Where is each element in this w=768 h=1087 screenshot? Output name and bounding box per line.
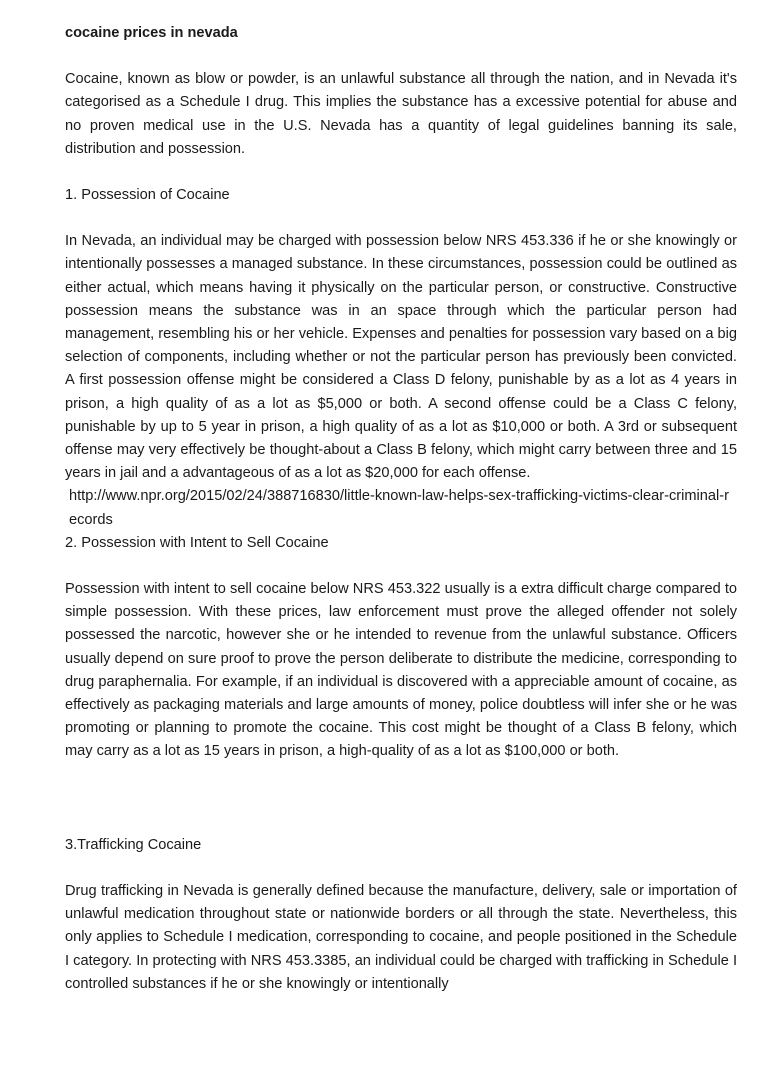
section3-paragraph: Drug trafficking in Nevada is generally defined because the manufacture, delivery, sale or importation of unlawful medication throughout state or nationwide borders or all through the state. Nevertheless, this only applies to Schedule I medication, corresponding to cocaine, and people positioned in the Schedule I category. In protecting with NRS 453.3385, an individual could be charged with trafficking in Schedule I controlled substances if he or she knowingly or intentionally	[65, 882, 737, 992]
document-page	[65, 22, 737, 996]
spacer	[65, 207, 737, 230]
reference-link[interactable]: http://www.npr.org/2015/02/24/388716830/little-known-law-helps-sex-trafficking-victims-clear-criminal-records	[69, 488, 729, 528]
spacer	[65, 161, 737, 184]
spacer	[65, 764, 737, 834]
section1-heading: 1. Possession of Cocaine	[65, 187, 230, 204]
document-title: cocaine prices in nevada	[65, 25, 238, 41]
section1-paragraph: In Nevada, an individual may be charged with possession below NRS 453.336 if he or she knowingly or intentionally possesses a managed substance. In these circumstances, possession could be outlined as either actual, which means having it physically on the particular person, or constructive. Constructive possession means the substance was in an space through which the particular person had management, resembling his or her vehicle. Expenses and penalties for possession vary based on a big selection of components, including whether or not the particular person has previously been convicted. A first possession offense might be considered a Class D felony, punishable by as a lot as 4 years in prison, a high quality of as a lot as $5,000 or both. A second offense could be a Class C felony, punishable by up to 5 year in prison, a high quality of as a lot as $10,000 or both. A 3rd or subsequent offense may very effectively be thought-about a Class B felony, which might carry between three and 15 years in jail and a advantageous of as a lot as $20,000 for each offense.	[65, 233, 737, 482]
section2-heading: 2. Possession with Intent to Sell Cocaine	[65, 534, 329, 551]
spacer	[65, 555, 737, 578]
section3-heading: 3.Trafficking Cocaine	[65, 836, 202, 853]
section2-paragraph: Possession with intent to sell cocaine below NRS 453.322 usually is a extra difficult charge compared to simple possession. With these prices, law enforcement must prove the alleged offender not solely possessed the narcotic, however she or he intended to revenue from the unlawful substance. Officers usually depend on sure proof to prove the person deliberate to distribute the medicine, corresponding to drug paraphernalia. For example, if an individual is discovered with a appreciable amount of cocaine, as effectively as packaging materials and large amounts of money, police doubtless will infer she or he was promoting or planning to promote the cocaine. This cost might be thought of a Class B felony, which may carry as a lot as 15 years in prison, a high-quality of as a lot as $100,000 or both.	[65, 581, 737, 760]
spacer	[65, 857, 737, 880]
intro-paragraph: Cocaine, known as blow or powder, is an unlawful substance all through the nation, and in Nevada it's categorised as a Schedule I drug. This implies the substance has a excessive potential for abuse and no proven medical use in the U.S. Nevada has a quantity of legal guidelines banning its sale, distribution and possession.	[65, 71, 737, 157]
